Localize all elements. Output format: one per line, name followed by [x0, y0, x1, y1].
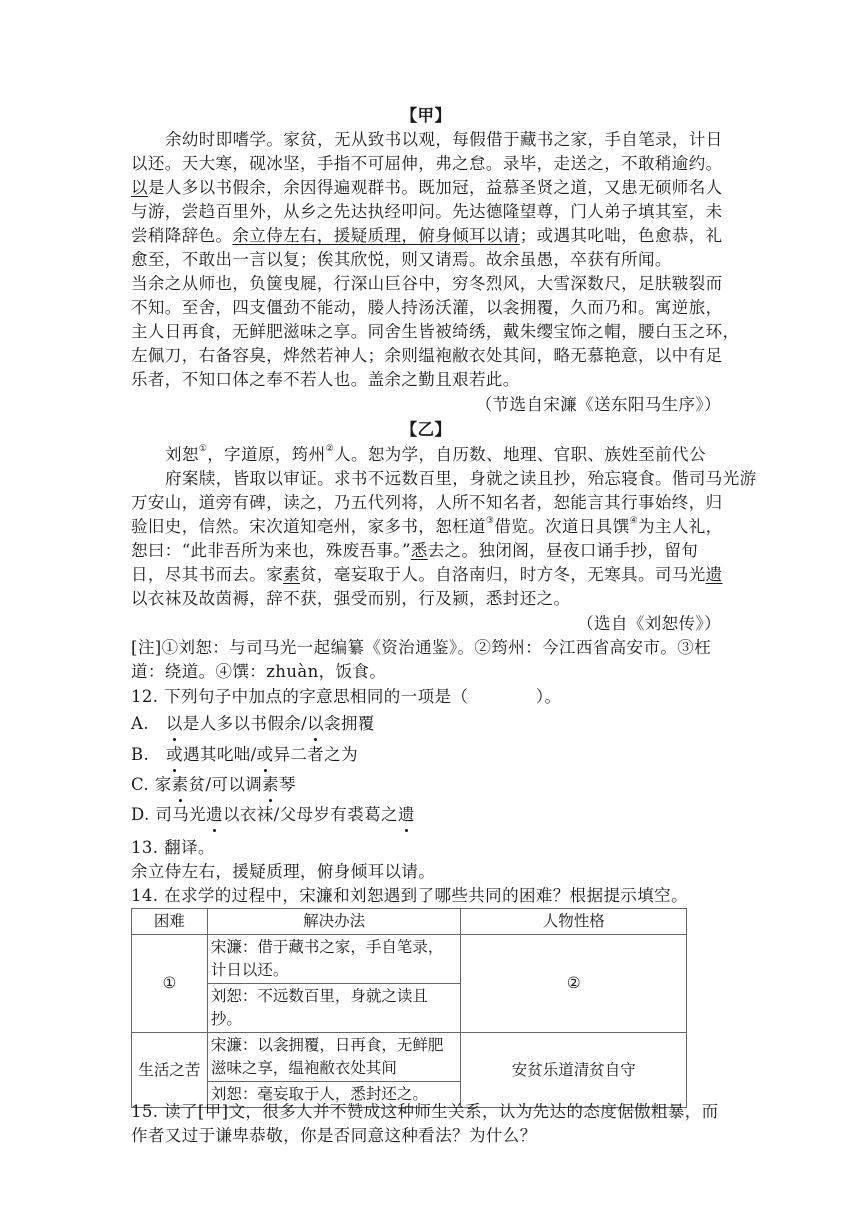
passage-jia-source: （节选自宋濂《送东阳马生序》） [475, 395, 721, 414]
passage-jia-line: 尝稍降辞色。余立侍左右，援疑质理，俯身倾耳以请；或遇其叱咄，色愈恭，礼 [131, 226, 723, 245]
footnote-marker: ④ [629, 516, 639, 526]
question-12-option-a: A. 以是人多以书假余/以衾拥覆 [131, 712, 731, 736]
table-row [132, 1033, 687, 1082]
table-row [132, 909, 687, 935]
passage-jia-line: 主人日再食，无鲜肥滋味之享。同舍生皆被绮绣，戴朱缨宝饰之帽，腰白玉之环， [131, 322, 740, 341]
footnote-marker: ① [198, 444, 208, 454]
passage-jia-line: 以还。天大寒，砚冰坚，手指不可屈伸，弗之怠。录毕，走送之，不敢稍逾约。 [131, 154, 723, 173]
table-cell: 生活之苦 [132, 1033, 208, 1108]
passage-jia-line: 乐者，不知口体之奉不若人也。盖余之勤且艰若此。 [131, 370, 520, 389]
table-cell: 刘恕：不远数百里，身就之读且抄。 [207, 984, 461, 1033]
passage-yi-line: 日，尽其书而去。家素贫，毫妄取于人。自洛南归，时方冬，无寒具。司马光遗 [131, 565, 723, 584]
table-header-cell: 解决办法 [207, 909, 461, 935]
underlined-sentence: 余立侍左右，援疑质理，俯身倾耳以请 [232, 226, 520, 245]
table-row [132, 935, 687, 984]
question-13-stem: 13. 翻译。 [131, 838, 215, 857]
question-12-stem: 12. 下列句子中加点的字意思相同的一项是（ ）。 [131, 687, 562, 706]
passage-jia-line: 余幼时即嗜学。家贫，无从致书以观，每假借于藏书之家，手自笔录，计日 [165, 130, 723, 149]
passage-yi-heading: 【乙】 [400, 420, 452, 439]
passage-yi-line: 府案牍，皆取以审证。求书不远数百里，身就之读且抄，殆忘寝食。偕司马光游 [165, 469, 757, 488]
annotation-line: [注]①刘恕：与司马光一起编纂《资治通鉴》。②筠州：今江西省高安市。③枉 [131, 638, 712, 657]
footnote-marker: ② [325, 444, 335, 454]
question-14-table [131, 908, 687, 1108]
table-cell: 宋濂：借于藏书之家，手自笔录，计日以还。 [207, 935, 461, 984]
underlined-char: 悉 [410, 541, 428, 560]
table-cell: 宋濂：以衾拥覆，日再食，无鲜肥滋味之享，缊袍敝衣处其间 [207, 1033, 461, 1082]
passage-yi-line: 刘恕①，字道原，筠州②人。恕为学，自历数、地理、官职、族姓至前代公 [165, 444, 706, 464]
footnote-marker: ③ [485, 516, 495, 526]
passage-yi-line: 验旧史，信然。宋次道知亳州，家多书，恕枉道③借览。次道日具馔④为主人礼， [131, 516, 723, 536]
question-14-stem: 14. 在求学的过程中，宋濂和刘恕遇到了哪些共同的困难？根据提示填空。 [131, 886, 688, 905]
passage-jia-line: 左佩刀，右备容臭，烨然若神人；余则缊袍敝衣处其间，略无慕艳意，以中有足 [131, 346, 723, 365]
passage-jia-line: 不知。至舍，四支僵劲不能动，媵人持汤沃灌，以衾拥覆，久而乃和。寓逆旅， [131, 298, 723, 317]
question-15-line: 作者又过于谦卑恭敬，你是否同意这种看法？为什么？ [131, 1126, 537, 1145]
passage-yi-line: 恕曰：“此非吾所为来也，殊废吾事。”悉去之。独闭阁，昼夜口诵手抄，留旬 [131, 541, 699, 560]
table-header-cell: 人物性格 [461, 909, 687, 935]
passage-jia-line: 以是人多以书假余，余因得遍观群书。既加冠，益慕圣贤之道，又患无硕师名人 [131, 178, 723, 197]
annotation-line: 道：绕道。④馔：zhuàn，饭食。 [131, 662, 387, 681]
passage-yi-source: （选自《刘恕传》） [577, 614, 721, 633]
question-13-sentence: 余立侍左右，援疑质理，俯身倾耳以请。 [131, 862, 436, 881]
question-12-option-b: B. 或遇其叱咄/或异二者之为 [131, 743, 731, 767]
passage-yi-line: 以衣袜及故茵褥，辞不获，强受而别，行及颍，悉封还之。 [131, 589, 571, 608]
question-15-line: 15. 读了[甲]文，很多人并不赞成这种师生关系，认为先达的态度倨傲粗暴，而 [131, 1102, 719, 1121]
passage-jia-line: 愈至，不敢出一言以复；俟其欣悦，则又请焉。故余虽愚，卒获有所闻。 [131, 250, 672, 269]
table-cell-blank-1[interactable]: ① [132, 935, 208, 1033]
table-cell-blank-2[interactable]: ② [461, 935, 687, 1033]
question-12-option-c: C. 家素贫/可以调素琴 [131, 773, 731, 797]
table-cell: 刘恕：毫妄取于人，悉封还之。 [207, 1082, 461, 1108]
passage-jia-line: 与游，尝趋百里外，从乡之先达执经叩问。先达德隆望尊，门人弟子填其室，未 [131, 202, 723, 221]
underlined-char: 以 [131, 178, 148, 197]
passage-yi-line: 万安山，道旁有碑，读之，乃五代列将，人所不知名者，恕能言其行事始终，归 [131, 493, 723, 512]
underlined-char: 素 [283, 565, 301, 584]
underlined-char: 遗 [705, 565, 723, 584]
table-cell: 安贫乐道清贫自守 [461, 1033, 687, 1108]
table-header-cell: 困难 [132, 909, 208, 935]
question-12-option-d: D. 司马光遗以衣袜/父母岁有裘葛之遗 [131, 803, 731, 827]
passage-jia-line: 当余之从师也，负箧曳屣，行深山巨谷中，穷冬烈风，大雪深数尺，足肤皲裂而 [131, 274, 723, 293]
passage-jia-heading: 【甲】 [400, 106, 452, 125]
